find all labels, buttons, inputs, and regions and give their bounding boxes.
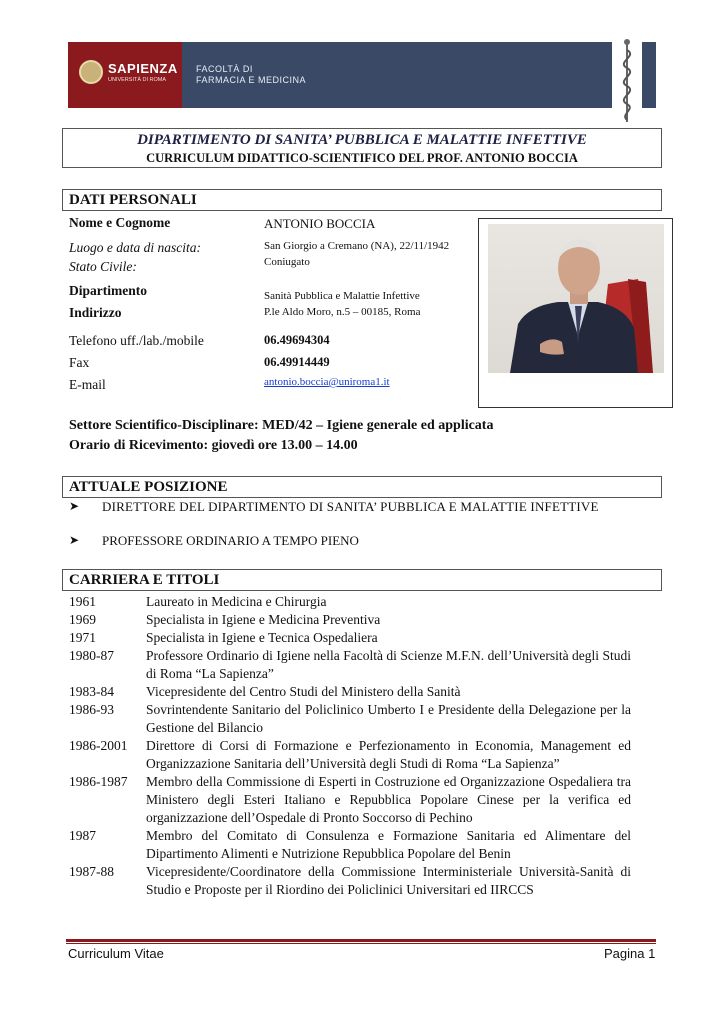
- name-value: ANTONIO BOCCIA: [264, 216, 376, 231]
- career-year: 1969: [69, 612, 96, 627]
- portrait-photo: [488, 224, 664, 373]
- department-value: Sanità Pubblica e Malattie Infettive: [264, 290, 420, 302]
- section-header-position: ATTUALE POSIZIONE: [62, 476, 662, 498]
- footer-divider: [66, 939, 656, 942]
- footer-label: Curriculum Vitae: [68, 946, 164, 961]
- career-year: 1961: [69, 594, 96, 609]
- career-year: 1986-2001: [69, 738, 128, 753]
- document-title-box: [62, 128, 662, 168]
- scientific-sector: Settore Scientifico-Disciplinare: MED/42 – Igiene generale ed applicata: [69, 418, 494, 433]
- career-description: Specialista in Igiene e Tecnica Ospedaliera: [146, 630, 378, 645]
- career-description: Membro del Comitato di Consulenza e Formazione Sanitaria ed Alimentare del Dipartimento Alimenti e Nutrizione Repubblica Popolare del Benin: [146, 828, 631, 861]
- birth-value: San Giorgio a Cremano (NA), 22/11/1942: [264, 240, 450, 252]
- civil-status-value: Coniugato: [264, 256, 310, 268]
- career-description: Direttore di Corsi di Formazione e Perfezionamento in Economia, Management ed Organizzazione Sanitaria dell’Università degli Studi di Roma “La Sapienza”: [146, 738, 631, 771]
- address-value: P.le Aldo Moro, n.5 – 00185, Roma: [264, 306, 421, 318]
- faculty-name-line1: FACOLTÀ DI: [196, 64, 253, 74]
- office-hours: Orario di Ricevimento: giovedì ore 13.00 – 14.00: [69, 438, 358, 453]
- section-header-career: CARRIERA E TITOLI: [62, 569, 662, 591]
- career-year: 1986-93: [69, 702, 114, 717]
- fax-label: Fax: [69, 355, 90, 370]
- career-year: 1987: [69, 828, 96, 843]
- career-description: Vicepresidente del Centro Studi del Ministero della Sanità: [146, 684, 461, 699]
- department-title: DIPARTIMENTO DI SANITA’ PUBBLICA E MALATTIE INFETTIVE: [137, 132, 587, 148]
- section-header-personal: DATI PERSONALI: [62, 189, 662, 211]
- email-link[interactable]: antonio.boccia@uniroma1.it: [264, 376, 390, 388]
- email-label: E-mail: [69, 377, 106, 392]
- arrow-bullet-icon: ➤: [69, 533, 80, 547]
- career-description: Laureato in Medicina e Chirurgia: [146, 594, 327, 609]
- fax-value: 06.49914449: [264, 355, 330, 369]
- career-year: 1971: [69, 630, 96, 645]
- career-description: Membro della Commissione di Esperti in Costruzione ed Organizzazione Ospedaliera tra Ministero degli Esteri Italiano e Repubblica Popolare Cinese per la verifica ed organizzazione dell’Ospedale di Pronto Soccorso di Pechino: [146, 774, 631, 825]
- civil-status-label: Stato Civile:: [69, 259, 137, 274]
- career-year: 1980-87: [69, 648, 114, 663]
- footer-divider-thin: [66, 943, 656, 944]
- career-description: Sovrintendente Sanitario del Policlinico Umberto I e Presidente della Delegazione per la Gestione del Bilancio: [146, 702, 631, 735]
- position-item: ➤ PROFESSORE ORDINARIO A TEMPO PIENO: [69, 533, 359, 548]
- phone-value: 06.49694304: [264, 333, 330, 347]
- career-year: 1983-84: [69, 684, 114, 699]
- career-year: 1986-1987: [69, 774, 128, 789]
- career-year: 1987-88: [69, 864, 114, 879]
- arrow-bullet-icon: ➤: [69, 499, 80, 513]
- career-description: Professore Ordinario di Igiene nella Facoltà di Scienze M.F.N. dell’Università degli Studi di Roma “La Sapienza”: [146, 648, 631, 681]
- position-item: ➤ DIRETTORE DEL DIPARTIMENTO DI SANITA’ PUBBLICA E MALATTIE INFETTIVE: [69, 499, 599, 514]
- phone-label: Telefono uff./lab./mobile: [69, 333, 204, 348]
- name-label: Nome e Cognome: [69, 215, 171, 230]
- career-description: Specialista in Igiene e Medicina Preventiva: [146, 612, 381, 627]
- page-number: Pagina 1: [604, 946, 656, 961]
- department-label: Dipartimento: [69, 283, 147, 298]
- university-name: SAPIENZA: [108, 61, 178, 76]
- birth-label: Luogo e data di nascita:: [69, 240, 201, 255]
- university-subtitle: UNIVERSITÀ DI ROMA: [108, 77, 167, 83]
- caduceus-icon: [612, 36, 642, 126]
- university-seal-icon: [79, 60, 103, 84]
- address-label: Indirizzo: [69, 305, 122, 320]
- cv-subtitle: CURRICULUM DIDATTICO-SCIENTIFICO DEL PROF. ANTONIO BOCCIA: [146, 151, 578, 165]
- career-description: Vicepresidente/Coordinatore della Commissione Interministeriale Università-Sanità di Studio e Proposte per il Riordino dei Policlinici Universitari ed IIRCCS: [146, 864, 631, 897]
- faculty-name-line2: FARMACIA E MEDICINA: [196, 75, 307, 85]
